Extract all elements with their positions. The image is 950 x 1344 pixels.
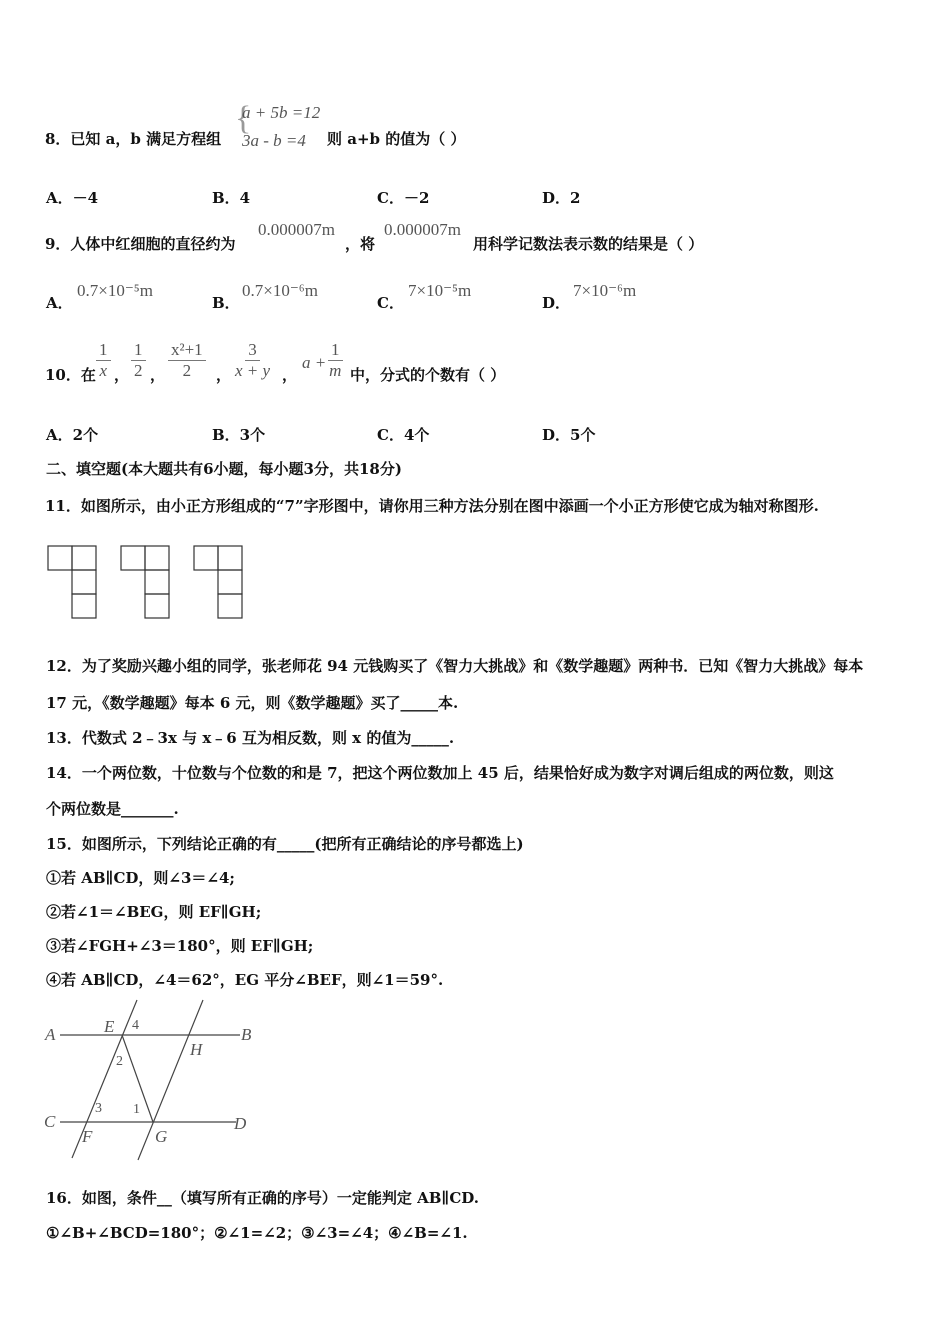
- label-h: H: [190, 1040, 203, 1059]
- numerator: 1: [131, 340, 146, 361]
- q9-tail: 用科学记数法表示数的结果是（ ）: [473, 235, 704, 253]
- label-angle-4: 4: [132, 1018, 139, 1033]
- comma: ，: [114, 366, 130, 384]
- q15-statement-2: ②若∠1＝∠BEG，则 EF∥GH;: [46, 903, 262, 921]
- q10-option-b: B．3个: [212, 426, 266, 444]
- q13-text: 13．代数式 2﹣3x 与 x﹣6 互为相反数，则 x 的值为_____.: [46, 729, 455, 747]
- q9-mid: ，将: [345, 235, 376, 253]
- q8-stem: 8．已知 a，b 满足方程组: [45, 130, 222, 148]
- denominator: x: [99, 361, 108, 380]
- numerator: x²+1: [168, 340, 206, 361]
- q15-statement-1: ①若 AB∥CD，则∠3＝∠4;: [46, 869, 235, 887]
- q14-line1: 14．一个两位数，十位数与个位数的和是 7，把这个两位数加上 45 后，结果恰好成为数字对调后组成的两位数，则这: [46, 764, 834, 782]
- seven-shapes: [48, 546, 242, 618]
- label-a: A: [45, 1025, 56, 1044]
- comma: ，: [282, 366, 298, 384]
- brace: {: [235, 100, 252, 137]
- numerator: 1: [328, 340, 343, 361]
- numerator: 3: [245, 340, 260, 361]
- q12-line1: 12．为了奖励兴趣小组的同学，张老师花 94 元钱购买了《智力大挑战》和《数学趣题》两种书．已知《智力大挑战》每本: [46, 657, 864, 675]
- denominator: m: [329, 361, 342, 380]
- q10-option-c: C．4个: [377, 426, 430, 444]
- section-heading: 二、填空题(本大题共有6小题，每小题3分，共18分): [46, 460, 402, 478]
- q9-option-b-value: 0.7×10⁻⁶m: [242, 281, 318, 300]
- comma: ，: [150, 366, 166, 384]
- q9-option-a: A．: [46, 294, 73, 312]
- denominator: x + y: [235, 361, 271, 380]
- q10-term-a: a +: [302, 353, 327, 372]
- comma: ，: [216, 366, 232, 384]
- q8-eq1: a + 5b =12: [242, 103, 321, 122]
- numerator: 1: [96, 340, 111, 361]
- q9-option-d-value: 7×10⁻⁶m: [573, 281, 637, 300]
- label-d: D: [234, 1114, 247, 1133]
- denominator: 2: [182, 361, 192, 380]
- label-angle-1: 1: [133, 1102, 140, 1117]
- q10-stem: 10．在: [45, 366, 96, 384]
- q8-tail: 则 a+b 的值为（ ）: [327, 130, 466, 148]
- q8-option-b: B．4: [212, 189, 251, 207]
- denominator: 2: [134, 361, 143, 380]
- q9-option-c: C．: [377, 294, 404, 312]
- label-c: C: [44, 1112, 56, 1131]
- q15-text: 15．如图所示，下列结论正确的有_____(把所有正确结论的序号都选上): [46, 835, 524, 853]
- q9-value-2: 0.000007m: [384, 220, 461, 239]
- label-g: G: [155, 1127, 168, 1146]
- q14-line2: 个两位数是_______.: [46, 800, 179, 818]
- q9-option-b: B．: [212, 294, 240, 312]
- label-angle-2: 2: [116, 1054, 123, 1069]
- label-e: E: [104, 1017, 115, 1036]
- q9-option-a-value: 0.7×10⁻⁵m: [77, 281, 153, 300]
- q15-statement-3: ③若∠FGH+∠3＝180°，则 EF∥GH;: [46, 937, 314, 955]
- q8-option-a: A．－4: [46, 189, 99, 207]
- q8-eq2: 3a - b =4: [242, 131, 306, 150]
- q8-option-c: C．－2: [377, 189, 430, 207]
- q10-option-a: A．2个: [46, 426, 99, 444]
- q10-option-d: D．5个: [542, 426, 596, 444]
- label-angle-3: 3: [95, 1101, 102, 1116]
- q8-option-d: D．2: [542, 189, 581, 207]
- q9-option-d: D．: [542, 294, 571, 312]
- q11-text: 11．如图所示，由小正方形组成的“7”字形图中，请你用三种方法分别在图中添画一个小正方形使它成为轴对称图形.: [45, 497, 819, 515]
- q15-statement-4: ④若 AB∥CD，∠4＝62°，EG 平分∠BEF，则∠1＝59°.: [46, 971, 444, 989]
- q12-line2: 17 元，《数学趣题》每本 6 元，则《数学趣题》买了_____本.: [46, 694, 459, 712]
- q16-text: 16．如图，条件__（填写所有正确的序号）一定能判定 AB∥CD.: [46, 1189, 479, 1207]
- q10-tail: 中，分式的个数有（ ）: [350, 366, 506, 384]
- q9-value: 0.000007m: [258, 220, 335, 239]
- q9-option-c-value: 7×10⁻⁵m: [408, 281, 472, 300]
- label-b: B: [241, 1025, 252, 1044]
- q9-stem: 9．人体中红细胞的直径约为: [45, 235, 236, 253]
- label-f: F: [82, 1127, 93, 1146]
- q16-options: ①∠B+∠BCD=180°；②∠1=∠2；③∠3=∠4；④∠B=∠1.: [46, 1224, 468, 1242]
